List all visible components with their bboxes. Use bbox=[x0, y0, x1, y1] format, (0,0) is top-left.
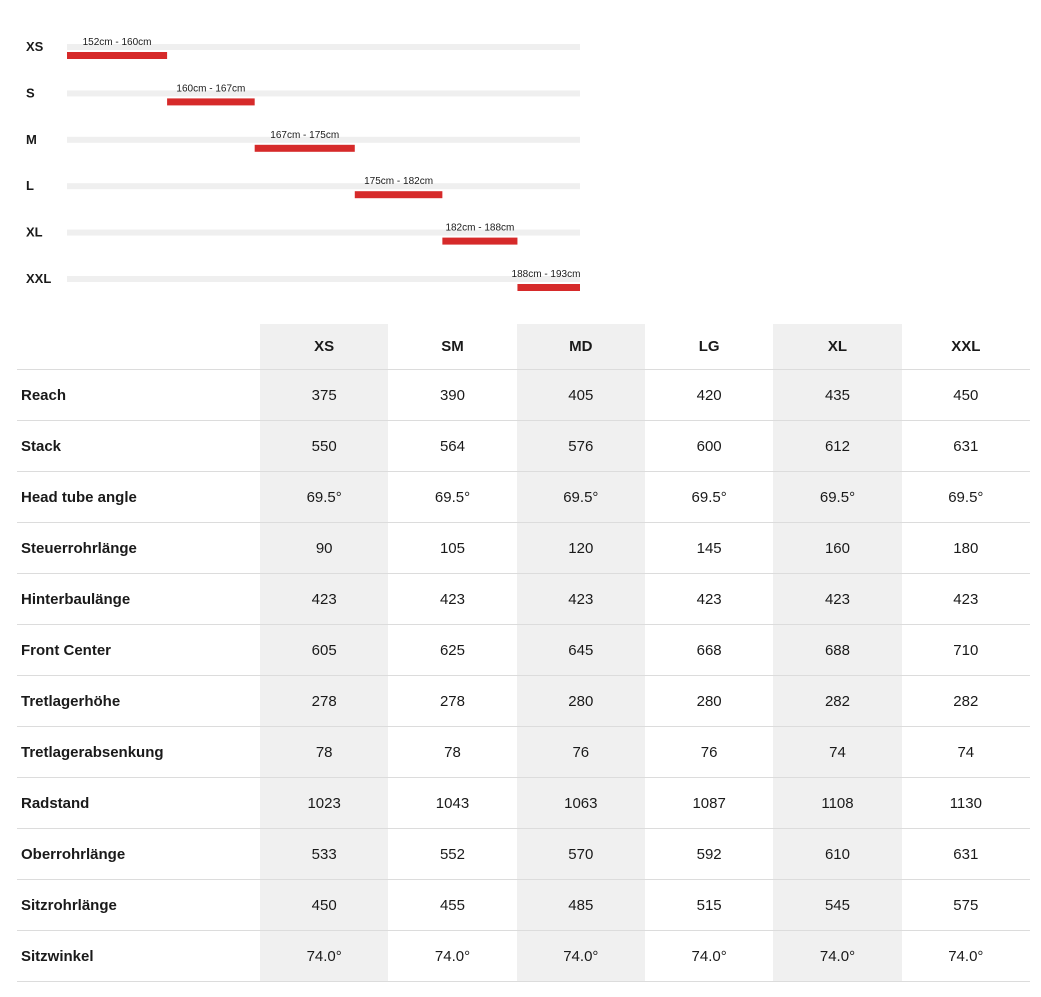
column-header-md: MD bbox=[517, 324, 645, 370]
table-row bbox=[17, 931, 1030, 982]
table-cell: 423 bbox=[902, 574, 1030, 625]
size-row-label: XS bbox=[26, 39, 44, 54]
table-cell: 280 bbox=[517, 676, 645, 727]
table-cell: 74.0° bbox=[902, 931, 1030, 982]
size-row-label: S bbox=[26, 85, 35, 101]
table-cell: 485 bbox=[517, 880, 645, 931]
table-cell: 450 bbox=[260, 880, 388, 931]
table-cell: 515 bbox=[645, 880, 773, 931]
table-cell: 160 bbox=[773, 523, 901, 574]
table-cell: 375 bbox=[260, 370, 388, 421]
column-header-xs: XS bbox=[260, 324, 388, 370]
row-label: Oberrohrlänge bbox=[17, 829, 260, 880]
row-label: Head tube angle bbox=[17, 472, 260, 523]
size-range-bar bbox=[517, 284, 580, 291]
size-range-bar bbox=[442, 238, 517, 245]
size-track bbox=[67, 183, 580, 189]
row-label: Sitzwinkel bbox=[17, 931, 260, 982]
table-cell: 625 bbox=[388, 625, 516, 676]
table-cell: 69.5° bbox=[902, 472, 1030, 523]
table-cell: 612 bbox=[773, 421, 901, 472]
table-row bbox=[17, 421, 1030, 472]
table-cell: 645 bbox=[517, 625, 645, 676]
table-cell: 1087 bbox=[645, 778, 773, 829]
size-row-label: M bbox=[26, 131, 37, 147]
table-row bbox=[17, 727, 1030, 778]
table-cell: 1130 bbox=[902, 778, 1030, 829]
table-cell: 450 bbox=[902, 370, 1030, 421]
table-cell: 120 bbox=[517, 523, 645, 574]
table-cell: 1108 bbox=[773, 778, 901, 829]
table-cell: 533 bbox=[260, 829, 388, 880]
table-cell: 390 bbox=[388, 370, 516, 421]
table-cell: 282 bbox=[773, 676, 901, 727]
table-row bbox=[17, 676, 1030, 727]
table-cell: 74 bbox=[902, 727, 1030, 778]
table-cell: 435 bbox=[773, 370, 901, 421]
table-cell: 78 bbox=[388, 727, 516, 778]
table-cell: 423 bbox=[260, 574, 388, 625]
table-cell: 76 bbox=[517, 727, 645, 778]
table-cell: 105 bbox=[388, 523, 516, 574]
table-cell: 631 bbox=[902, 829, 1030, 880]
size-range-bar bbox=[355, 191, 443, 198]
table-cell: 69.5° bbox=[645, 472, 773, 523]
table-cell: 423 bbox=[645, 574, 773, 625]
table-row bbox=[17, 625, 1030, 676]
table-cell: 545 bbox=[773, 880, 901, 931]
table-row bbox=[17, 370, 1030, 421]
column-header-lg: LG bbox=[645, 324, 773, 370]
row-label: Steuerrohrlänge bbox=[17, 523, 260, 574]
table-cell: 423 bbox=[517, 574, 645, 625]
size-range-chart bbox=[0, 0, 600, 305]
table-header-row bbox=[17, 324, 1030, 370]
size-range-label: 152cm - 160cm bbox=[82, 37, 152, 48]
size-range-label: 182cm - 188cm bbox=[445, 222, 515, 234]
table-cell: 688 bbox=[773, 625, 901, 676]
size-range-label: 167cm - 175cm bbox=[270, 129, 340, 141]
table-cell: 278 bbox=[388, 676, 516, 727]
table-cell: 69.5° bbox=[517, 472, 645, 523]
column-header-sm: SM bbox=[388, 324, 516, 370]
table-corner-cell bbox=[17, 324, 260, 370]
table-cell: 631 bbox=[902, 421, 1030, 472]
table-cell: 552 bbox=[388, 829, 516, 880]
table-cell: 74 bbox=[773, 727, 901, 778]
table-cell: 74.0° bbox=[388, 931, 516, 982]
table-cell: 1023 bbox=[260, 778, 388, 829]
size-range-bar bbox=[67, 52, 167, 59]
table-cell: 74.0° bbox=[645, 931, 773, 982]
table-cell: 668 bbox=[645, 625, 773, 676]
size-range-label: 160cm - 167cm bbox=[176, 83, 246, 95]
table-cell: 76 bbox=[645, 727, 773, 778]
table-row bbox=[17, 778, 1030, 829]
table-cell: 278 bbox=[260, 676, 388, 727]
table-cell: 575 bbox=[902, 880, 1030, 931]
table-cell: 550 bbox=[260, 421, 388, 472]
table-row bbox=[17, 574, 1030, 625]
row-label: Reach bbox=[17, 370, 260, 421]
size-track bbox=[67, 276, 580, 282]
table-cell: 564 bbox=[388, 421, 516, 472]
size-track bbox=[67, 90, 580, 96]
row-label: Hinterbaulänge bbox=[17, 574, 260, 625]
row-label: Sitzrohrlänge bbox=[17, 880, 260, 931]
column-header-xxl: XXL bbox=[902, 324, 1030, 370]
table-cell: 280 bbox=[645, 676, 773, 727]
table-cell: 710 bbox=[902, 625, 1030, 676]
table-cell: 78 bbox=[260, 727, 388, 778]
table-cell: 90 bbox=[260, 523, 388, 574]
table-cell: 605 bbox=[260, 625, 388, 676]
size-range-label: 175cm - 182cm bbox=[364, 176, 434, 188]
table-cell: 570 bbox=[517, 829, 645, 880]
row-label: Stack bbox=[17, 421, 260, 472]
table-cell: 74.0° bbox=[517, 931, 645, 982]
size-range-label: 188cm - 193cm bbox=[511, 269, 581, 280]
table-cell: 69.5° bbox=[260, 472, 388, 523]
row-label: Radstand bbox=[17, 778, 260, 829]
table-cell: 455 bbox=[388, 880, 516, 931]
table-cell: 610 bbox=[773, 829, 901, 880]
table-cell: 69.5° bbox=[773, 472, 901, 523]
table-cell: 576 bbox=[517, 421, 645, 472]
table-row bbox=[17, 523, 1030, 574]
table-cell: 145 bbox=[645, 523, 773, 574]
column-header-xl: XL bbox=[773, 324, 901, 370]
table-cell: 423 bbox=[388, 574, 516, 625]
table-cell: 405 bbox=[517, 370, 645, 421]
row-label: Tretlagerabsenkung bbox=[17, 727, 260, 778]
table-cell: 592 bbox=[645, 829, 773, 880]
table-cell: 74.0° bbox=[260, 931, 388, 982]
table-cell: 420 bbox=[645, 370, 773, 421]
row-label: Tretlagerhöhe bbox=[17, 676, 260, 727]
table-cell: 423 bbox=[773, 574, 901, 625]
geometry-table bbox=[17, 324, 1030, 982]
table-row bbox=[17, 829, 1030, 880]
table-cell: 1043 bbox=[388, 778, 516, 829]
size-row-label: XL bbox=[26, 224, 43, 240]
table-row bbox=[17, 472, 1030, 523]
size-row-label: L bbox=[26, 178, 34, 194]
table-row bbox=[17, 880, 1030, 931]
size-range-bar bbox=[167, 98, 255, 105]
table-cell: 600 bbox=[645, 421, 773, 472]
table-cell: 74.0° bbox=[773, 931, 901, 982]
table-cell: 180 bbox=[902, 523, 1030, 574]
table-cell: 69.5° bbox=[388, 472, 516, 523]
table-cell: 1063 bbox=[517, 778, 645, 829]
table-cell: 282 bbox=[902, 676, 1030, 727]
size-row-label: XXL bbox=[26, 271, 52, 286]
row-label: Front Center bbox=[17, 625, 260, 676]
size-range-bar bbox=[255, 145, 355, 152]
